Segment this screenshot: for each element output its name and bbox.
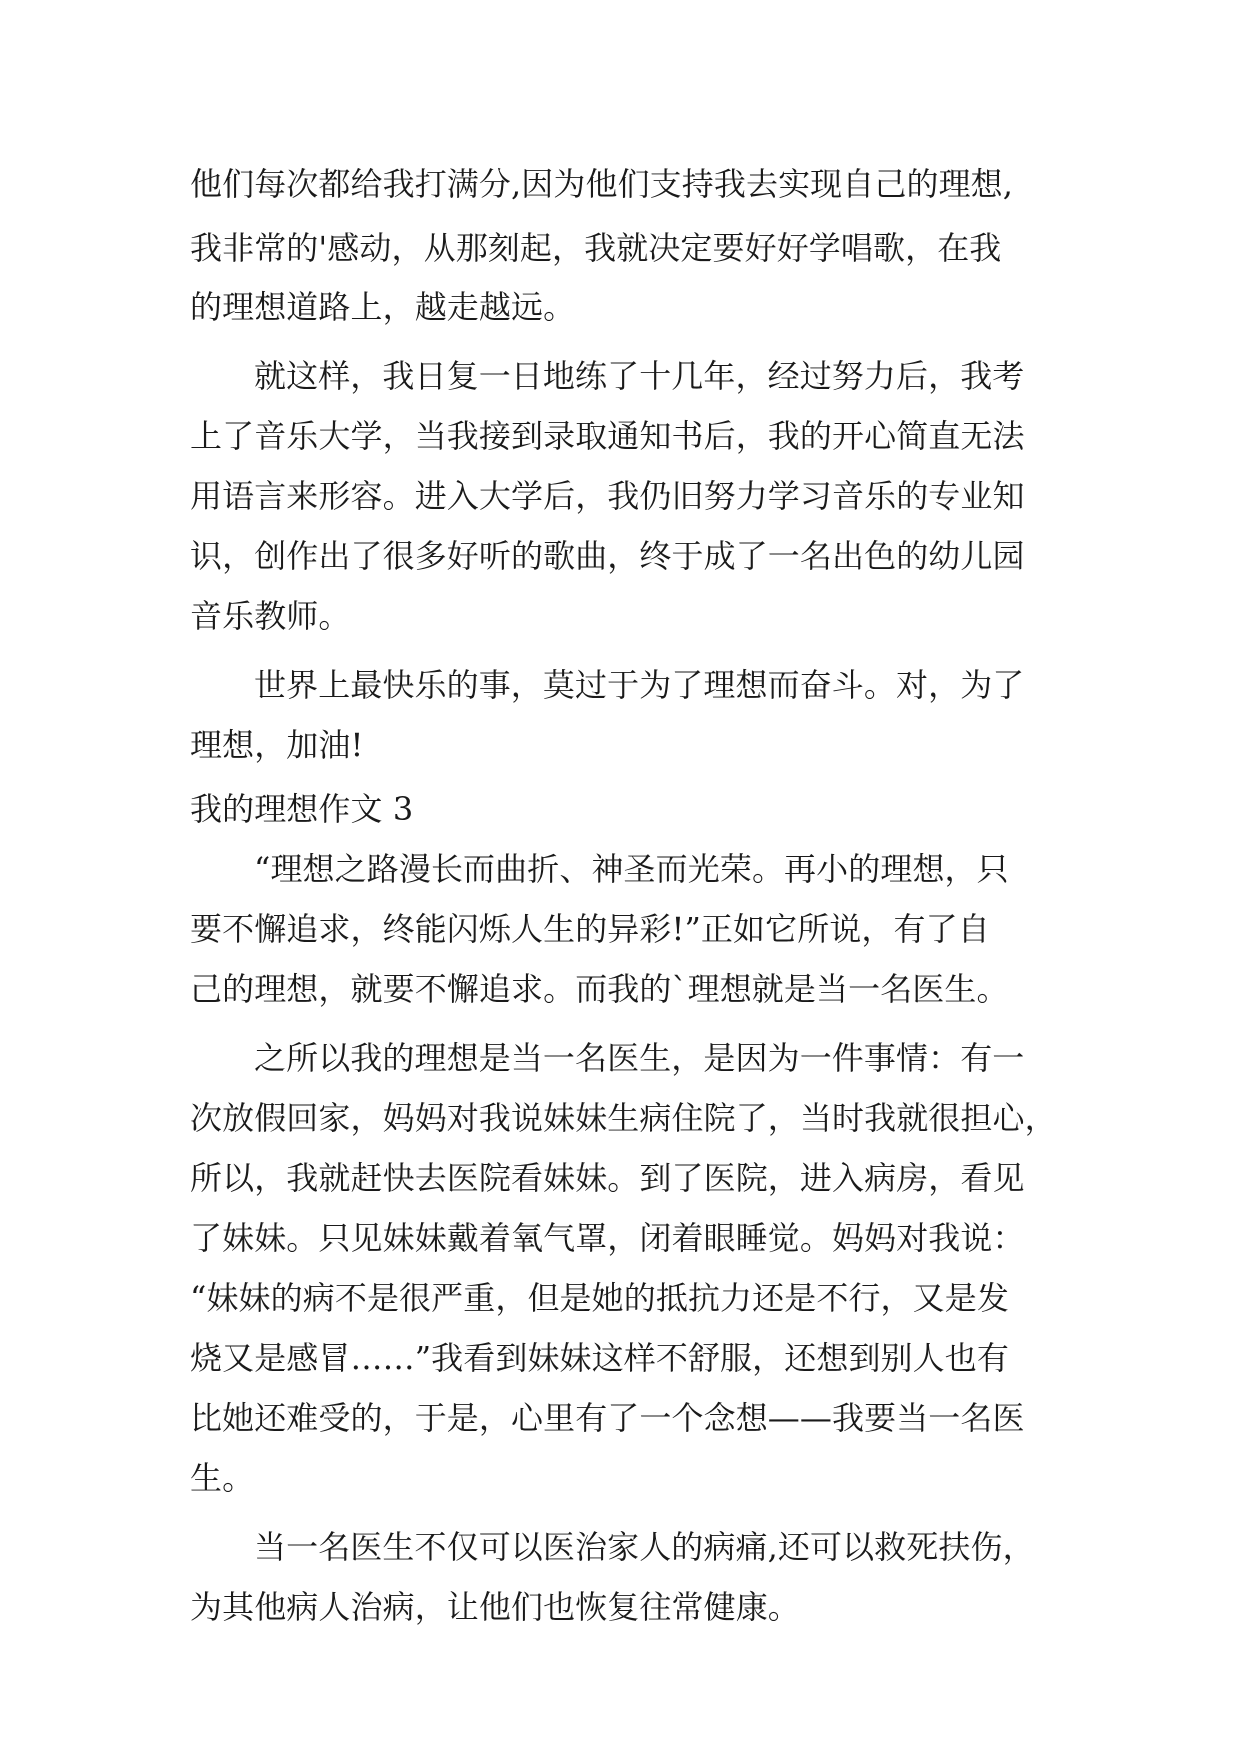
text-line: 为其他病人治病，让他们也恢复往常健康。	[190, 1588, 800, 1626]
text-line: 理想，加油!	[190, 726, 364, 764]
text-line: 的理想道路上，越走越远。	[190, 288, 576, 326]
paragraph-first-line: 当一名医生不仅可以医治家人的病痛,还可以救死扶伤，	[254, 1528, 1035, 1566]
text-line: 我非常的'感动，从那刻起，我就决定要好好学唱歌，在我	[190, 229, 1002, 267]
text-line: 上了音乐大学，当我接到录取通知书后，我的开心简直无法	[190, 417, 1025, 455]
text-line: 烧又是感冒……”我看到妹妹这样不舒服，还想到别人也有	[190, 1339, 1009, 1377]
text-line: 比她还难受的，于是，心里有了一个念想——我要当一名医	[190, 1399, 1025, 1437]
text-line: 音乐教师。	[190, 597, 351, 635]
paragraph-first-line: 世界上最快乐的事，莫过于为了理想而奋斗。对，为了	[254, 666, 1025, 704]
paragraph-first-line: 之所以我的理想是当一名医生，是因为一件事情：有一	[254, 1039, 1025, 1077]
text-line: 用语言来形容。进入大学后，我仍旧努力学习音乐的专业知	[190, 477, 1025, 515]
text-line: 他们每次都给我打满分,因为他们支持我去实现自己的理想,	[190, 165, 1014, 203]
paragraph-first-line: “理想之路漫长而曲折、神圣而光荣。再小的理想，只	[254, 850, 1009, 888]
text-line: 生。	[190, 1459, 255, 1497]
text-line: 次放假回家，妈妈对我说妹妹生病住院了，当时我就很担心，	[190, 1099, 1057, 1137]
paragraph-first-line: 就这样，我日复一日地练了十几年，经过努力后，我考	[254, 357, 1025, 395]
text-line: 所以，我就赶快去医院看妹妹。到了医院，进入病房，看见	[190, 1159, 1025, 1197]
text-line: “妹妹的病不是很严重，但是她的抵抗力还是不行，又是发	[190, 1279, 1009, 1317]
text-line: 识，创作出了很多好听的歌曲，终于成了一名出色的幼儿园	[190, 537, 1025, 575]
text-line: 己的理想，就要不懈追求。而我的`理想就是当一名医生。	[190, 970, 1009, 1008]
section-heading: 我的理想作文 3	[190, 790, 414, 828]
text-line: 要不懈追求，终能闪烁人生的异彩!”正如它所说，有了自	[190, 910, 990, 948]
text-line: 了妹妹。只见妹妹戴着氧气罩，闭着眼睡觉。妈妈对我说：	[190, 1219, 1025, 1257]
